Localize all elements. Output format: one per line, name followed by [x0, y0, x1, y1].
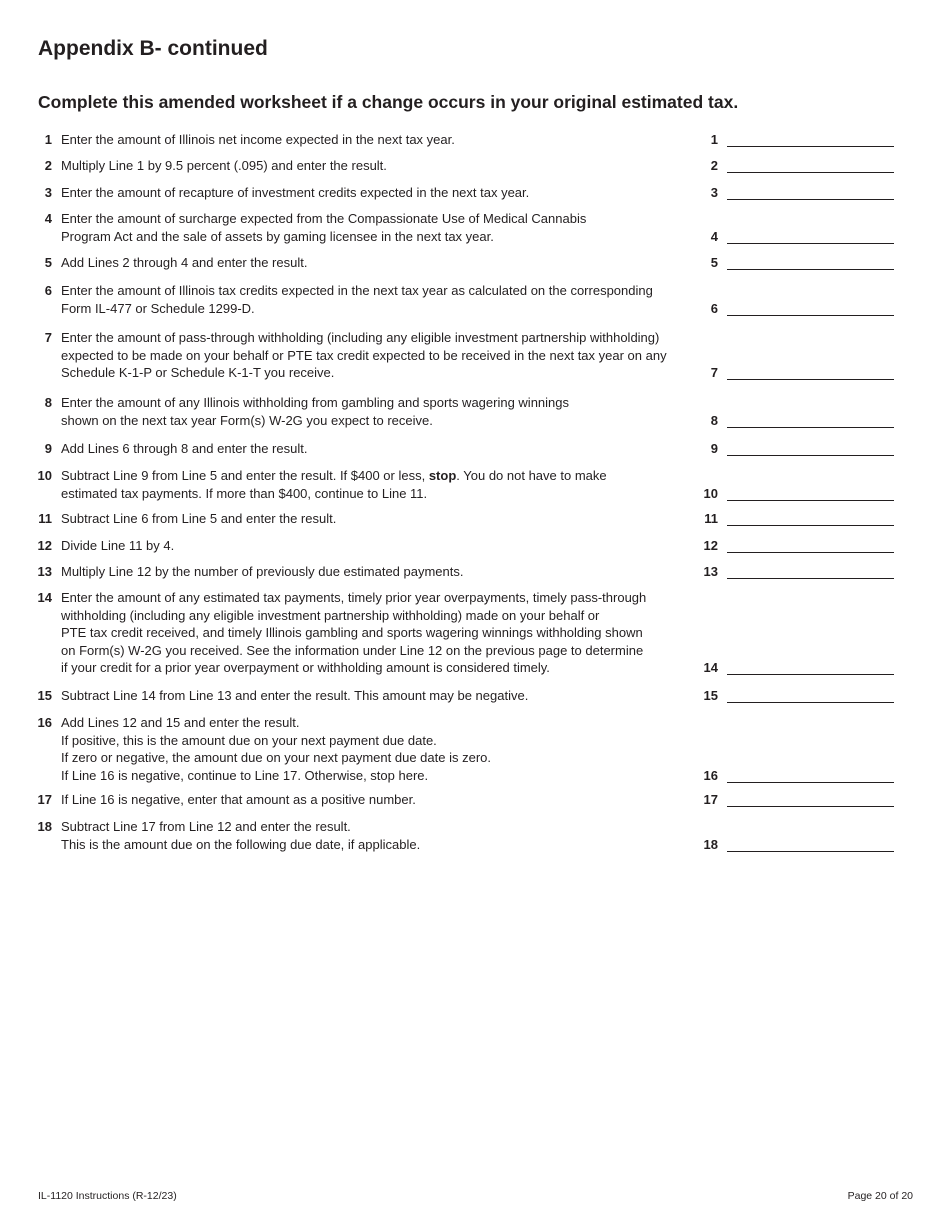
amount-entry-field[interactable] [727, 227, 894, 244]
amount-entry-field[interactable] [727, 156, 894, 173]
line-number: 14 [37, 590, 52, 605]
instruction-text: withholding (including any eligible investment partnership withholding) made on your behalf or [61, 607, 600, 623]
answer-line-number: 2 [710, 158, 718, 173]
answer-line-number: 3 [710, 185, 718, 200]
instruction-text: shown on the next tax year Form(s) W-2G you expect to receive. [61, 412, 433, 428]
line-number: 9 [44, 441, 52, 456]
form-revision-footer: IL-1120 Instructions (R-12/23) [38, 1190, 177, 1202]
instruction-text: Add Lines 12 and 15 and enter the result. [61, 715, 300, 730]
instruction-text: Enter the amount of Illinois tax credits expected in the next tax year as calculated on the corresponding [61, 283, 653, 298]
amount-entry-field[interactable] [727, 183, 894, 200]
line-instructions [61, 687, 701, 705]
worksheet-subheading: Complete this amended worksheet if a change occurs in your original estimated tax. [38, 92, 739, 112]
answer-line-number: 17 [703, 792, 718, 807]
line-instructions [61, 537, 701, 555]
instruction-text: if your credit for a prior year overpayment or withholding amount is considered timely. [61, 660, 550, 676]
line-number: 17 [37, 792, 52, 807]
amount-entry-field[interactable] [727, 658, 894, 675]
instruction-text: If zero or negative, the amount due on your next payment due date is zero. [61, 750, 491, 766]
line-instructions [61, 157, 701, 175]
instruction-text: Add Lines 2 through 4 and enter the result. [61, 255, 308, 270]
answer-line-number: 16 [703, 767, 718, 783]
line-instructions [61, 131, 701, 149]
answer-line-number: 8 [710, 412, 718, 428]
line-number: 11 [38, 511, 52, 526]
amount-entry-field[interactable] [727, 536, 894, 553]
instruction-text: Form IL-477 or Schedule 1299-D. [61, 300, 255, 316]
instruction-text: This is the amount due on the following due date, if applicable. [61, 836, 421, 852]
amount-entry-field[interactable] [727, 363, 894, 380]
amount-entry-field[interactable] [727, 299, 894, 316]
line-instructions [61, 394, 701, 429]
line-number: 3 [44, 185, 52, 200]
amount-entry-field[interactable] [727, 766, 894, 783]
answer-line-number: 6 [710, 300, 718, 316]
instruction-text: PTE tax credit received, and timely Illinois gambling and sports wagering winnings withholding shown [61, 625, 643, 641]
line-number: 12 [37, 538, 52, 553]
instruction-text: Schedule K-1-P or Schedule K-1-T you receive. [61, 365, 335, 381]
amount-entry-field[interactable] [727, 790, 894, 807]
answer-line-number: 1 [710, 132, 718, 147]
instruction-text: estimated tax payments. If more than $400, continue to Line 11. [61, 485, 428, 501]
line-instructions [61, 791, 701, 809]
answer-line-number: 12 [703, 538, 718, 553]
answer-line-number: 14 [703, 660, 718, 676]
answer-line-number: 7 [710, 365, 718, 381]
instruction-text: on Form(s) W-2G you received. See the information under Line 12 on the previous page to determine [61, 642, 644, 658]
instruction-text: If positive, this is the amount due on your next payment due date. [61, 732, 437, 748]
line-number: 15 [37, 688, 52, 703]
amount-entry-field[interactable] [727, 411, 894, 428]
instruction-text: expected to be made on your behalf or PTE tax credit expected to be received in the next tax year on any [61, 347, 667, 363]
amount-entry-field[interactable] [727, 562, 894, 579]
instruction-text-part: . You do not have to make [456, 468, 607, 483]
instruction-text: Subtract Line 17 from Line 12 and enter the result. [61, 819, 351, 834]
line-instructions [61, 563, 701, 581]
instruction-text: Divide Line 11 by 4. [61, 538, 175, 553]
instruction-text: Multiply Line 12 by the number of previously due estimated payments. [61, 564, 464, 579]
instruction-text: Enter the amount of recapture of investment credits expected in the next tax year. [61, 185, 530, 200]
line-number: 5 [44, 255, 52, 270]
line-number: 6 [44, 283, 52, 298]
answer-line-number: 5 [710, 255, 718, 270]
line-instructions [61, 440, 701, 458]
line-number: 13 [37, 564, 52, 579]
line-number: 2 [44, 158, 52, 173]
line-number: 4 [44, 211, 52, 226]
line-number: 7 [44, 330, 52, 345]
page-heading: Appendix B- continued [38, 37, 268, 60]
amount-entry-field[interactable] [727, 686, 894, 703]
instruction-text: Subtract Line 14 from Line 13 and enter the result. This amount may be negative. [61, 688, 529, 703]
line-instructions [61, 510, 701, 528]
instruction-text: Program Act and the sale of assets by gaming licensee in the next tax year. [61, 228, 494, 244]
line-instructions [61, 329, 701, 382]
instruction-text: Enter the amount of pass-through withholding (including any eligible investment partnership withholding) [61, 330, 660, 345]
answer-line-number: 4 [710, 228, 718, 244]
instruction-text: Multiply Line 1 by 9.5 percent (.095) and enter the result. [61, 158, 387, 173]
stop-emphasis: stop [428, 468, 457, 483]
amount-entry-field[interactable] [727, 253, 894, 270]
line-number: 18 [37, 819, 52, 834]
amount-entry-field[interactable] [727, 130, 894, 147]
line-number: 10 [37, 468, 52, 483]
line-instructions [61, 589, 701, 677]
instruction-text: Subtract Line 6 from Line 5 and enter the result. [61, 511, 337, 526]
line-instructions [61, 467, 701, 502]
line-number: 8 [44, 395, 52, 410]
instruction-text: Enter the amount of Illinois net income expected in the next tax year. [61, 132, 455, 147]
amount-entry-field[interactable] [727, 509, 894, 526]
instruction-text: Enter the amount of any Illinois withholding from gambling and sports wagering winnings [61, 395, 570, 410]
instruction-text-part: Subtract Line 9 from Line 5 and enter the result. If $400 or less, [61, 468, 429, 483]
instruction-text: Enter the amount of surcharge expected from the Compassionate Use of Medical Cannabis [61, 211, 587, 226]
instruction-text: If Line 16 is negative, continue to Line 17. Otherwise, stop here. [61, 767, 429, 783]
line-instructions [61, 818, 701, 853]
line-instructions [61, 282, 701, 317]
line-number: 1 [44, 132, 52, 147]
instruction-text: Enter the amount of any estimated tax payments, timely prior year overpayments, timely pass-through [61, 590, 647, 605]
answer-line-number: 13 [703, 564, 718, 579]
answer-line-number: 11 [704, 511, 718, 526]
line-instructions [61, 210, 701, 245]
amount-entry-field[interactable] [727, 439, 894, 456]
answer-line-number: 15 [703, 688, 718, 703]
page-number-footer: Page 20 of 20 [847, 1190, 913, 1202]
line-instructions [61, 254, 701, 272]
amount-entry-field[interactable] [727, 484, 894, 501]
answer-line-number: 18 [703, 836, 718, 852]
instruction-text: If Line 16 is negative, enter that amount as a positive number. [61, 792, 416, 807]
answer-line-number: 10 [703, 485, 718, 501]
instruction-text [61, 467, 701, 485]
line-number: 16 [37, 715, 52, 730]
answer-line-number: 9 [710, 441, 718, 456]
instruction-text: Add Lines 6 through 8 and enter the result. [61, 441, 308, 456]
line-instructions [61, 184, 701, 202]
amount-entry-field[interactable] [727, 835, 894, 852]
line-instructions [61, 714, 701, 784]
